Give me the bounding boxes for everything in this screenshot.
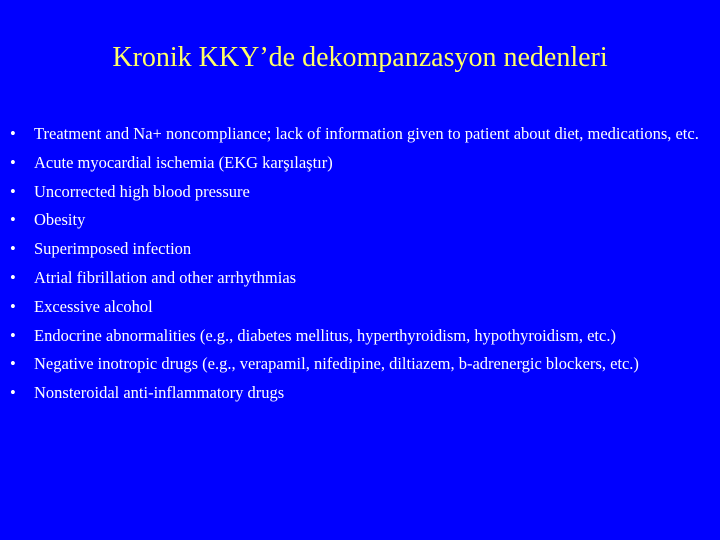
list-item-text: Uncorrected high blood pressure — [34, 181, 250, 201]
bullet-icon: • — [10, 354, 16, 374]
list-item-text: Atrial fibrillation and other arrhythmias — [34, 267, 297, 287]
list-item-text: Treatment and Na+ noncompliance; lack of information given to patient about diet, medications, etc. — [34, 124, 699, 143]
list-item — [10, 122, 710, 146]
list-item — [10, 381, 710, 405]
list-item-text: Negative inotropic drugs (e.g., verapamil, nifedipine, diltiazem, b-adrenergic blockers, etc.) — [34, 354, 639, 374]
bullet-icon: • — [10, 124, 16, 143]
bullet-icon: • — [10, 210, 16, 230]
list-item — [10, 266, 710, 290]
bullet-icon: • — [10, 239, 16, 259]
list-item-text: Obesity — [34, 210, 86, 230]
slide-title: Kronik KKY’de dekompanzasyon nedenleri — [112, 42, 608, 73]
bullet-list — [10, 122, 710, 410]
bullet-icon: • — [10, 181, 16, 201]
list-item-text: Endocrine abnormalities (e.g., diabetes mellitus, hyperthyroidism, hypothyroidism, etc.) — [34, 325, 616, 345]
list-item — [10, 208, 710, 232]
list-item-text: Excessive alcohol — [34, 296, 153, 316]
list-item — [10, 237, 710, 261]
bullet-icon: • — [10, 267, 16, 287]
bullet-icon: • — [10, 383, 16, 403]
list-item — [10, 295, 710, 319]
list-item-text: Nonsteroidal anti-inflammatory drugs — [34, 383, 285, 403]
list-item — [10, 352, 710, 376]
list-item-text: Acute myocardial ischemia (EKG karşılaştır) — [34, 152, 333, 172]
list-item — [10, 180, 710, 204]
bullet-icon: • — [10, 296, 16, 316]
list-item — [10, 151, 710, 175]
list-item — [10, 324, 710, 348]
bullet-icon: • — [10, 152, 16, 172]
list-item-text: Superimposed infection — [34, 239, 192, 259]
bullet-icon: • — [10, 325, 16, 345]
